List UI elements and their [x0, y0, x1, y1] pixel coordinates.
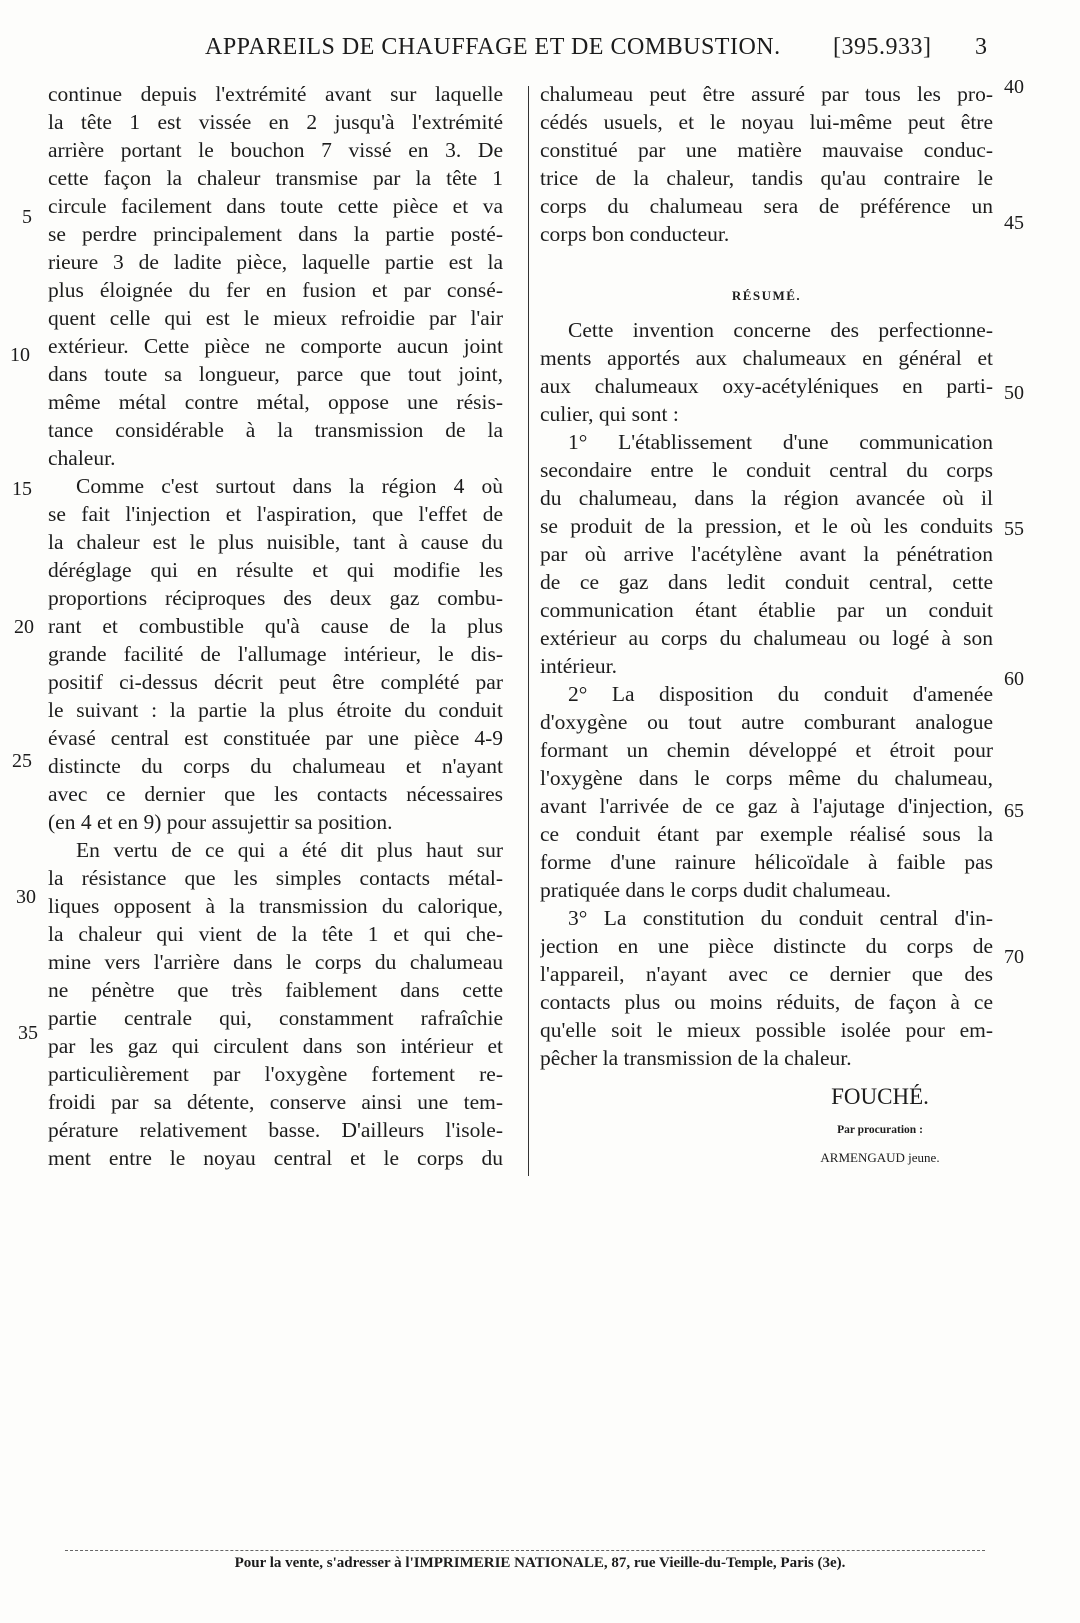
line-number: 65	[1004, 800, 1024, 822]
patent-number: [395.933]	[833, 34, 932, 60]
text-line: se produit de la pression, et le où les conduits	[540, 514, 993, 538]
page-header	[205, 34, 1005, 68]
text-line: proportions réciproques des deux gaz combu-	[48, 586, 503, 610]
text-line: ments apportés aux chalumeaux en général et	[540, 346, 993, 370]
text-line: pérature relativement basse. D'ailleurs l'isole-	[48, 1118, 503, 1142]
text-line: tance considérable à la transmission de la	[48, 418, 503, 442]
text-line: rieure 3 de ladite pièce, laquelle partie est la	[48, 250, 503, 274]
text-line: qu'elle soit le mieux possible isolée pour em-	[540, 1018, 993, 1042]
text-line: circule facilement dans toute cette pièce et va	[48, 194, 503, 218]
text-line: la résistance que les simples contacts métal-	[48, 866, 503, 890]
left-column	[48, 80, 503, 1172]
line-number: 20	[14, 616, 34, 638]
text-line: le suivant : la partie la plus étroite du conduit	[48, 698, 503, 722]
text-line: de ce gaz dans ledit conduit central, cette	[540, 570, 993, 594]
text-line: distincte du corps du chalumeau et n'ayant	[48, 754, 503, 778]
text-line: l'oxygène dans le corps même du chalumeau,	[540, 766, 993, 790]
text-line: Comme c'est surtout dans la région 4 où	[76, 474, 503, 498]
text-line: par les gaz qui circulent dans son intérieur et	[48, 1034, 503, 1058]
text-line: secondaire entre le conduit central du corps	[540, 458, 993, 482]
text-line: la chaleur qui vient de la tête 1 et qui che-	[48, 922, 503, 946]
line-number: 70	[1004, 946, 1024, 968]
text-line: 2° La disposition du conduit d'amenée	[568, 682, 993, 706]
text-line: pêcher la transmission de la chaleur.	[540, 1046, 852, 1070]
text-line: évasé central est constituée par une pièce 4-9	[48, 726, 503, 750]
text-line: grande facilité de l'allumage intérieur, le dis-	[48, 642, 503, 666]
text-line: jection en une pièce distincte du corps de	[540, 934, 993, 958]
text-line: la chaleur est le plus nuisible, tant à cause du	[48, 530, 503, 554]
text-line: forme d'une rainure hélicoïdale à faible pas	[540, 850, 993, 874]
text-line: particulièrement par l'oxygène fortement re-	[48, 1062, 503, 1086]
text-line: 1° L'établissement d'une communication	[568, 430, 993, 454]
text-line: communication étant établie par un conduit	[540, 598, 993, 622]
line-number: 50	[1004, 382, 1024, 404]
right-column	[540, 80, 993, 1072]
spacer	[540, 248, 993, 276]
text-line: ne pénètre que très faiblement dans cette	[48, 978, 503, 1002]
text-line: continue depuis l'extrémité avant sur laquelle	[48, 82, 503, 106]
text-line: se fait l'injection et l'aspiration, que l'effet de	[48, 502, 503, 526]
text-line: ce conduit étant par exemple réalisé sous la	[540, 822, 993, 846]
text-line: par où arrive l'acétylène avant la pénétration	[540, 542, 993, 566]
text-line: En vertu de ce qui a été dit plus haut sur	[76, 838, 503, 862]
text-line: l'appareil, n'ayant avec ce dernier que des	[540, 962, 993, 986]
text-line: partie centrale qui, constamment rafraîchie	[48, 1006, 503, 1030]
text-line: se perdre principalement dans la partie posté-	[48, 222, 503, 246]
text-line: culier, qui sont :	[540, 402, 679, 426]
text-line: extérieur. Cette pièce ne comporte aucun joint	[48, 334, 503, 358]
line-number: 45	[1004, 212, 1024, 234]
text-line: même métal contre métal, oppose une résis-	[48, 390, 503, 414]
text-line: corps bon conducteur.	[540, 222, 730, 246]
text-line: pratiquée dans le corps dudit chalumeau.	[540, 878, 892, 902]
footer-rule	[65, 1550, 985, 1551]
text-line: (en 4 et en 9) pour assujettir sa position.	[48, 810, 393, 834]
text-line: Cette invention concerne des perfectionne-	[568, 318, 993, 342]
column-divider	[528, 86, 529, 1176]
text-line: intérieur.	[540, 654, 618, 678]
line-number: 35	[18, 1022, 38, 1044]
text-line: liques opposent à la transmission du calorique,	[48, 894, 503, 918]
signature-agent: ARMENGAUD jeune.	[820, 1150, 940, 1165]
text-line: chaleur.	[48, 446, 116, 470]
line-number: 15	[12, 478, 32, 500]
line-number: 55	[1004, 518, 1024, 540]
text-line: arrière portant le bouchon 7 vissé en 3. De	[48, 138, 503, 162]
text-line: froidi par sa détente, conserve ainsi une tem-	[48, 1090, 503, 1114]
text-line: la tête 1 est vissée en 2 jusqu'à l'extrémité	[48, 110, 503, 134]
text-line: avant l'arrivée de ce gaz à l'ajutage d'injection,	[540, 794, 993, 818]
text-line: rant et combustible qu'à cause de la plus	[48, 614, 503, 638]
text-line: ment entre le noyau central et le corps du	[48, 1146, 503, 1170]
text-line: mine vers l'arrière dans le corps du chalumeau	[48, 950, 503, 974]
text-line: positif ci-dessus décrit peut être complété par	[48, 670, 503, 694]
footer-text: Pour la vente, s'adresser à l'IMPRIMERIE NATIONALE, 87, rue Vieille-du-Temple, Paris (3e).	[234, 1555, 846, 1571]
text-line: extérieur au corps du chalumeau ou logé à son	[540, 626, 993, 650]
line-number: 30	[16, 886, 36, 908]
line-number: 10	[10, 344, 30, 366]
text-line: cédés usuels, et le noyau lui-même peut être	[540, 110, 993, 134]
line-number: 40	[1004, 76, 1024, 98]
line-number: 5	[22, 206, 32, 228]
text-line: d'oxygène ou tout autre comburant analogue	[540, 710, 993, 734]
text-line: déréglage qui en résulte et qui modifie les	[48, 558, 503, 582]
signature-proxy: Par procuration :	[837, 1124, 923, 1136]
text-line: dans toute sa longueur, parce que tout joint,	[48, 362, 503, 386]
header-title: APPAREILS DE CHAUFFAGE ET DE COMBUSTION.	[205, 34, 781, 60]
text-line: avec ce dernier que les contacts nécessaires	[48, 782, 503, 806]
text-line: chalumeau peut être assuré par tous les pro-	[540, 82, 993, 106]
signature-name: FOUCHÉ.	[831, 1084, 929, 1109]
text-line: aux chalumeaux oxy-acétyléniques en parti-	[540, 374, 993, 398]
text-line: corps du chalumeau sera de préférence un	[540, 194, 993, 218]
text-line: trice de la chaleur, tandis qu'au contraire le	[540, 166, 993, 190]
line-number: 25	[12, 750, 32, 772]
resume-heading: RÉSUMÉ.	[731, 288, 802, 303]
page-number: 3	[975, 34, 988, 60]
text-line: contacts plus ou moins réduits, de façon à ce	[540, 990, 993, 1014]
text-line: quent celle qui est le mieux refroidie par l'air	[48, 306, 503, 330]
text-line: formant un chemin développé et étroit pour	[540, 738, 993, 762]
line-number: 60	[1004, 668, 1024, 690]
text-line: du chalumeau, dans la région avancée où il	[540, 486, 993, 510]
text-line: plus éloignée du fer en fusion et par consé-	[48, 278, 503, 302]
text-line: constitué par une matière mauvaise conduc-	[540, 138, 993, 162]
text-line: cette façon la chaleur transmise par la tête 1	[48, 166, 503, 190]
text-line: 3° La constitution du conduit central d'in-	[568, 906, 993, 930]
